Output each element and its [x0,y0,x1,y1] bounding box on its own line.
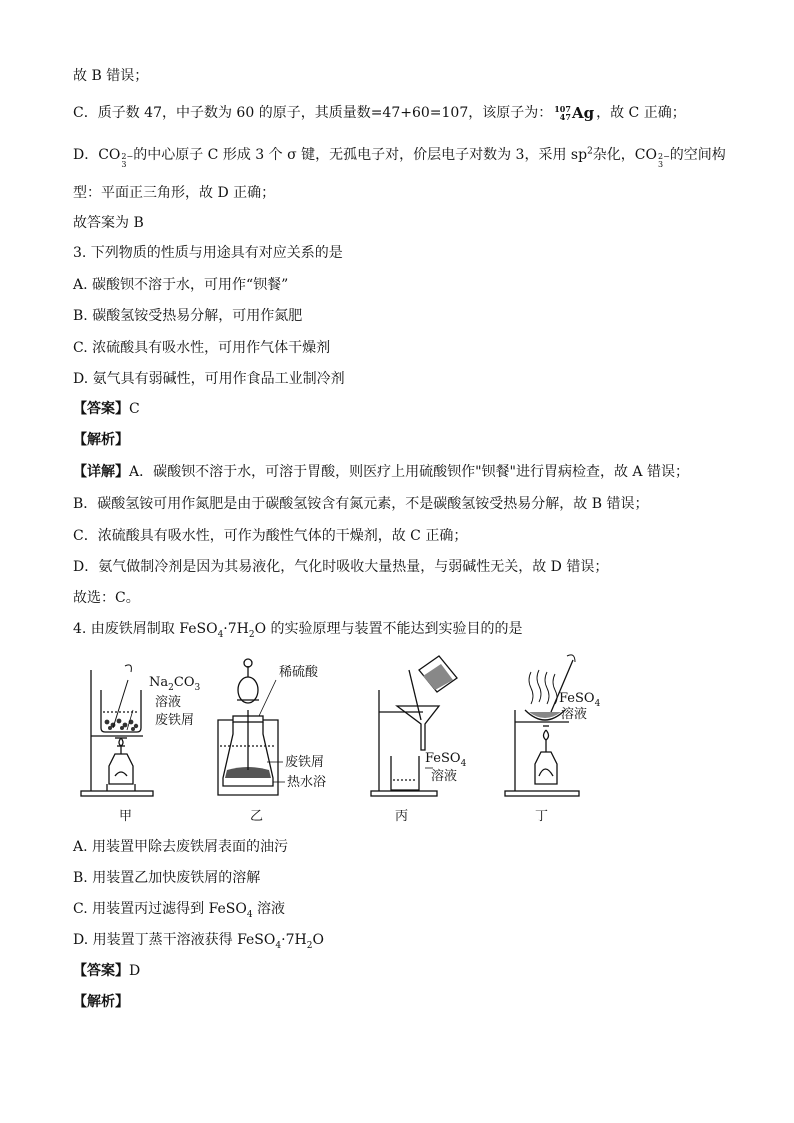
text-line: D．CO 2− 3 的中心原子 C 形成 3 个 σ 键，无孤电子对，价层电子对数为 3，采用 $sp^2$杂化，CO 2− 3 的空间构 [73,146,726,169]
label-yi-feitiexie: 废铁屑 [285,755,325,770]
carbonate-ion: 2− 3 [121,152,134,169]
label-ding-rongye: 溶液 [561,707,588,722]
q4-option-a: A. 用装置甲除去废铁屑表面的油污 [73,839,289,855]
conclusion: 故选：C。 [73,590,140,606]
label-jia-feitiexie: 废铁屑 [155,713,195,728]
text-line: 故答案为 B [73,215,144,231]
apparatus-drawing [73,650,601,830]
label-na2co3: $Na_2CO_3$ [149,675,201,693]
question-3-stem: 3. 下列物质的性质与用途具有对应关系的是 [73,245,343,261]
detail-c: C．浓硫酸具有吸水性，可作为酸性气体的干燥剂，故 C 正确； [73,528,468,544]
q4-option-b: B. 用装置乙加快废铁屑的溶解 [73,870,261,886]
text-line: 型：平面正三角形，故 D 正确； [73,185,276,201]
label-ding-feso4: FeSO$_4$ [559,691,601,709]
caption-ding: 丁 [535,809,549,824]
answer-4: 【答案】D [73,963,141,979]
analysis-3: 【解析】 [73,432,129,448]
label-xiliusuan: 稀硫酸 [279,665,319,680]
option-a: A. 碳酸钡不溶于水，可用作“钡餐” [73,277,289,293]
text-line: C．质子数 47，中子数为 60 的原子，其质量数=47+60=107，该原子为： 107 47 Ag ，故 C 正确； [73,104,686,122]
caption-bing: 丙 [395,809,409,824]
apparatus-figure [73,650,601,830]
apparatus-ding [505,655,579,796]
apparatus-jia [81,665,153,796]
option-d: D. 氨气具有弱碱性，可用作食品工业制冷剂 [73,371,345,387]
q4-option-d: D. 用装置丁蒸干溶液获得 $FeSO_4\cdot 7H_2O$ [73,932,324,951]
detail-a: 【详解】A．碳酸钡不溶于水，可溶于胃酸，则医疗上用硫酸钡作"钡餐"进行胃病检查，故 A 错误； [73,464,689,480]
apparatus-yi [218,659,285,795]
label-bing-feso4: FeSO$_4$ [425,751,467,769]
detail-b: B．碳酸氢铵可用作氮肥是由于碳酸氢铵含有氮元素，不是碳酸氢铵受热易分解，故 B 错误； [73,496,649,512]
text-line: 故 B 错误； [73,68,149,84]
isotope-notation: 107 47 Ag [554,104,595,122]
question-4-stem: 4. 由废铁屑制取 $FeSO_4\cdot 7H_2O$ 的实验原理与装置不能达到实验目的的是 [73,621,523,640]
answer-3: 【答案】C [73,401,140,417]
label-bing-rongye: 溶液 [431,769,458,784]
option-b: B. 碳酸氢铵受热易分解，可用作氮肥 [73,308,303,324]
carbonate-ion: 2− 3 [658,152,670,169]
detail-d: D．氨气做制冷剂是因为其易液化，气化时吸收大量热量，与弱碱性无关，故 D 错误； [73,559,609,575]
analysis-4: 【解析】 [73,994,129,1010]
label-jia-rongye: 溶液 [155,695,182,710]
q4-option-c: C. 用装置丙过滤得到 FeSO$_4$ 溶液 [73,901,286,920]
caption-yi: 乙 [250,809,264,824]
label-reshuiyu: 热水浴 [287,775,327,790]
caption-jia: 甲 [119,809,133,824]
option-c: C. 浓硫酸具有吸水性，可用作气体干燥剂 [73,340,331,356]
